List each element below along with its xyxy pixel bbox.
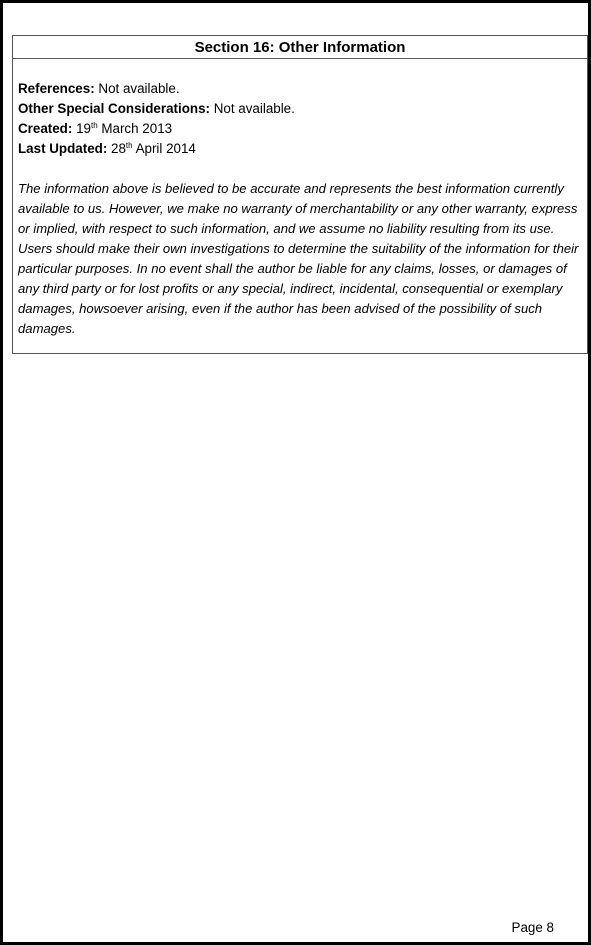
section-title: Section 16: Other Information [13,36,587,59]
created-label: Created: [18,121,73,136]
last-updated-label: Last Updated: [18,141,108,156]
created-month-year: March 2013 [101,121,173,136]
created-row [18,119,582,139]
last-updated-month-year: April 2014 [135,141,196,156]
other-information-section [12,35,588,354]
references-value: Not available. [98,81,180,96]
other-special-considerations-label: Other Special Considerations: [18,101,210,116]
other-special-considerations-row [18,99,582,119]
last-updated-day-suffix: th [125,141,133,150]
last-updated-row [18,139,582,159]
references-row [18,79,582,99]
created-day: 19 [76,121,91,136]
last-updated-day: 28 [111,141,126,156]
page-number: Page 8 [511,920,554,935]
created-day-suffix: th [90,121,98,130]
references-label: References: [18,81,95,96]
disclaimer-paragraph: The information above is believed to be accurate and represents the best information currently available to us. However, we make no warranty of merchantability or any other warranty, express or implied, with respect to such information, and we assume no liability resulting from its use. Users should make their own investigations to determine the suitability of the information for their particular purposes. In no event shall the author be liable for any claims, losses, or damages of any third party or for lost profits or any special, indirect, incidental, consequential or exemplary damages, howsoever arising, even if the author has been advised of the possibility of such damages. [18,181,579,336]
section-body [13,79,587,339]
metadata-list [18,79,582,159]
other-special-considerations-value: Not available. [213,101,295,116]
